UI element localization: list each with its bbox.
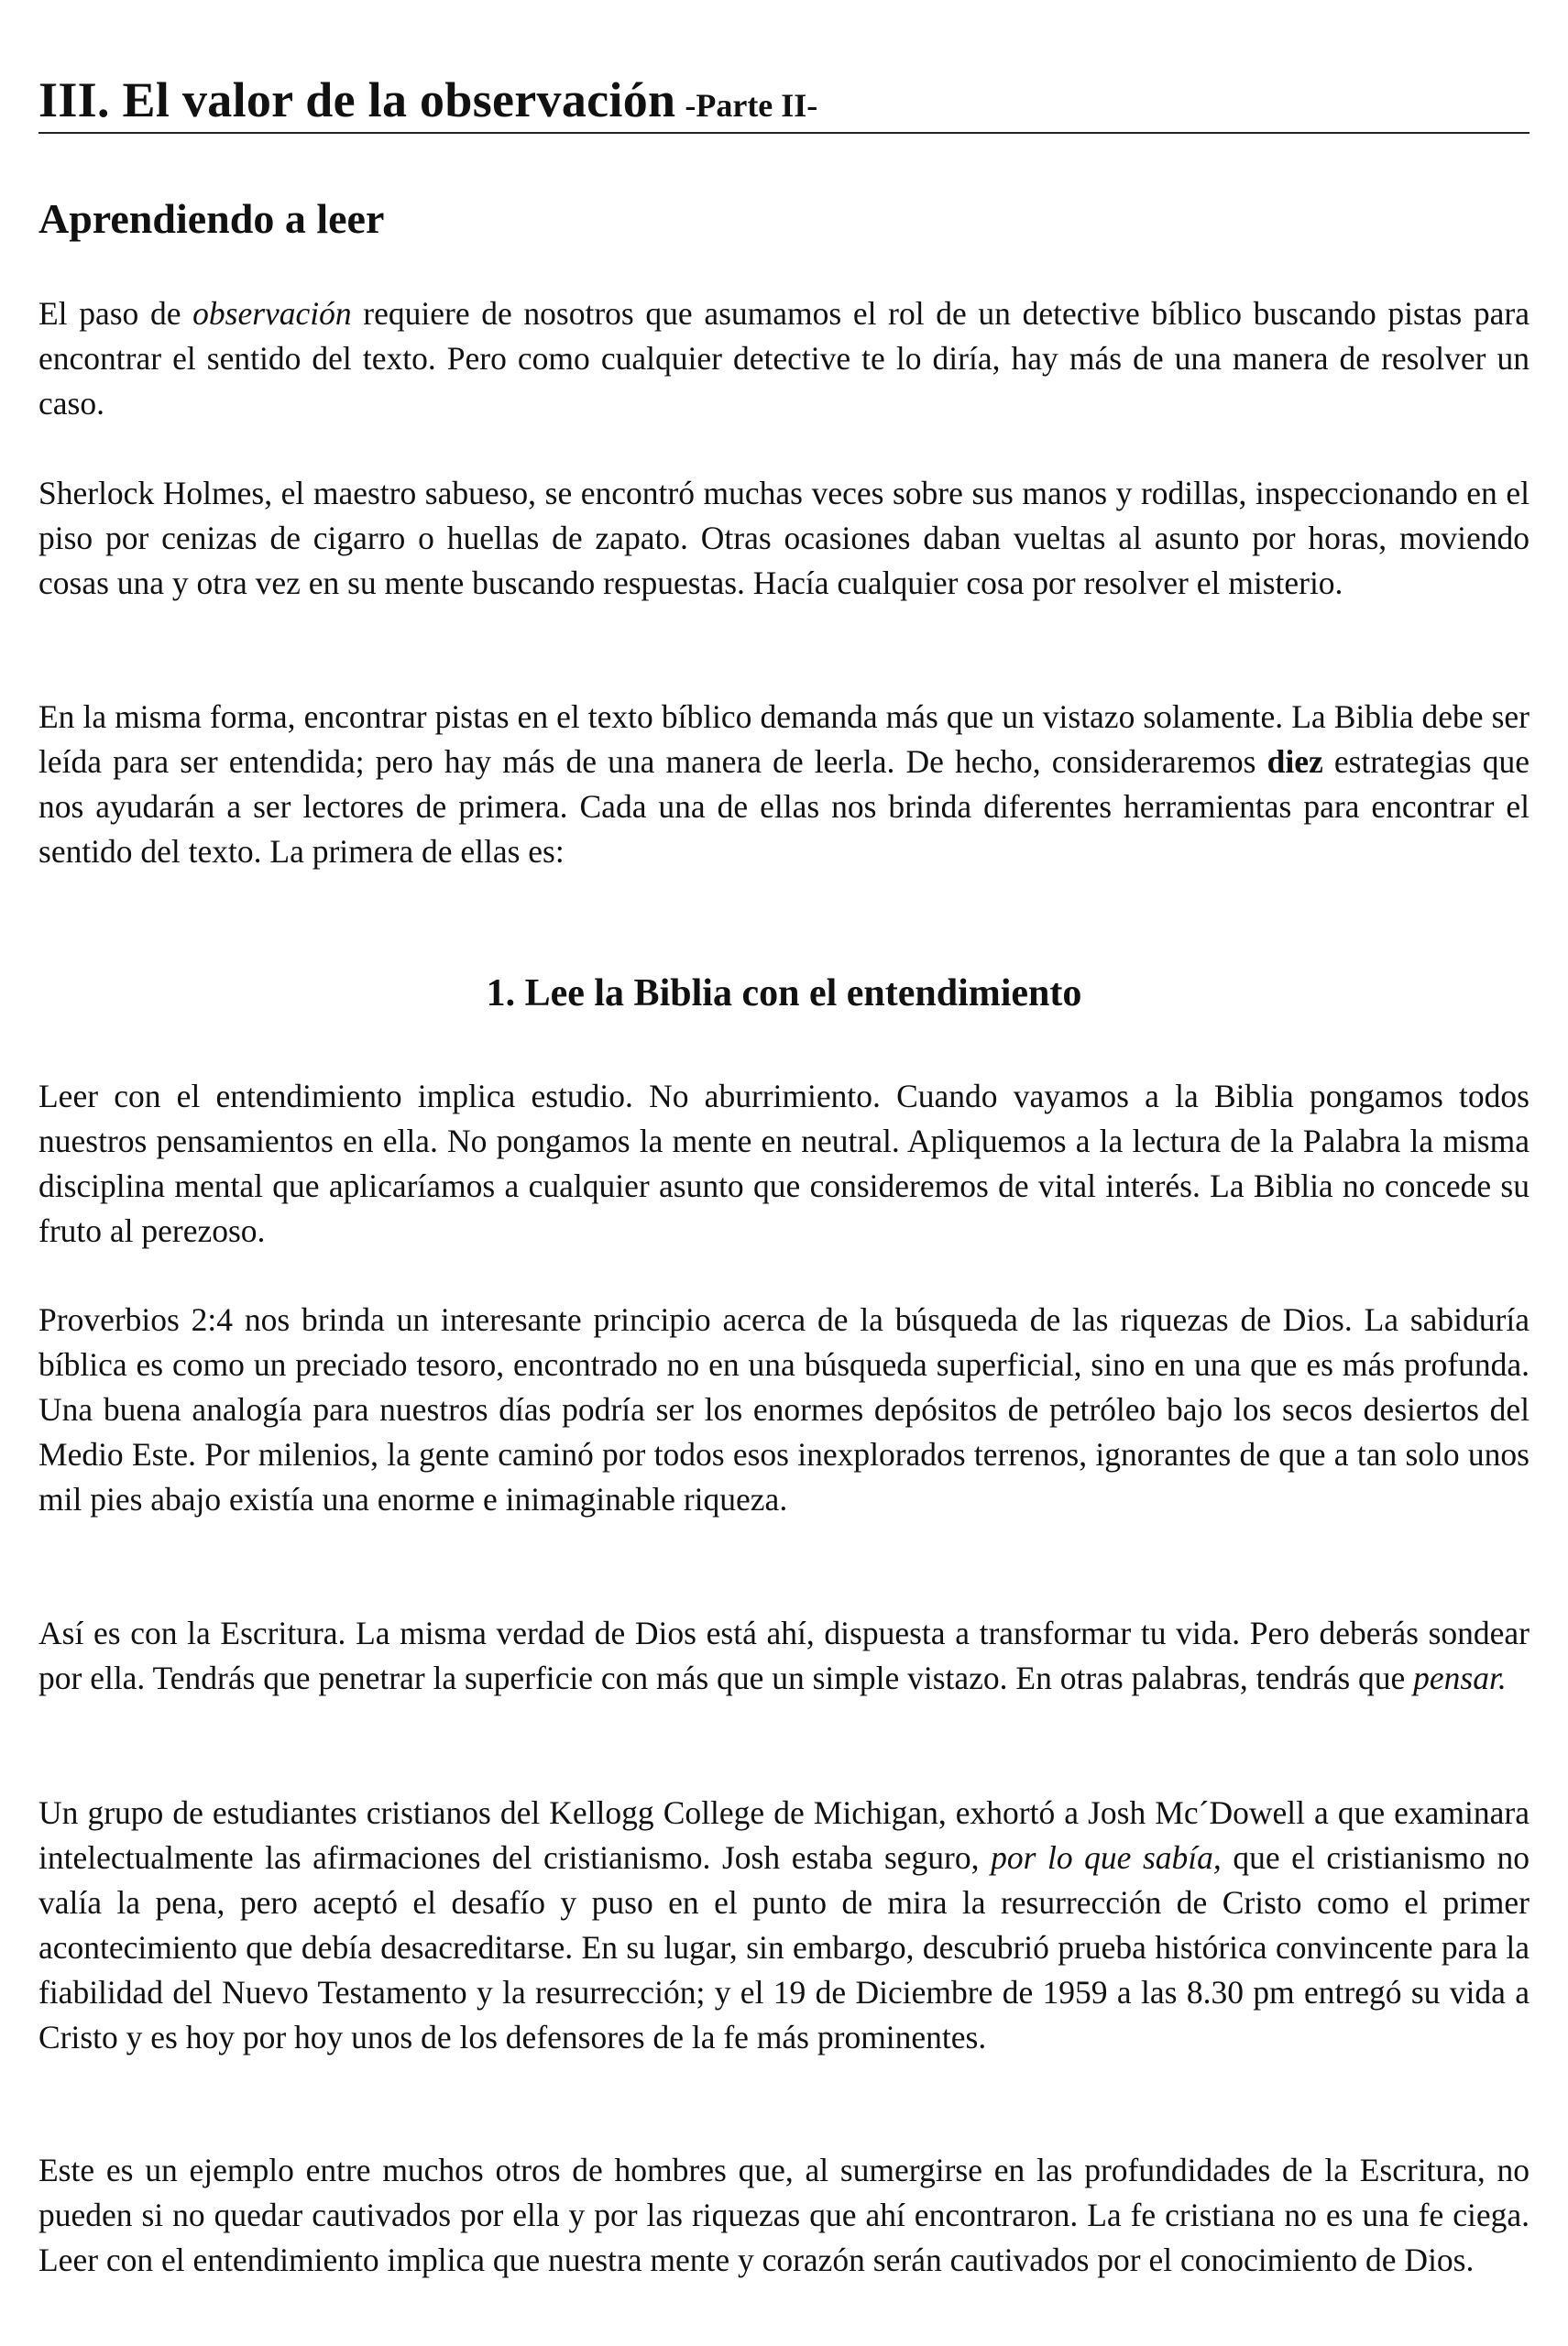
body-paragraph-3 xyxy=(38,1611,1530,1701)
chapter-header xyxy=(38,71,1530,134)
intro-paragraph-3 xyxy=(38,695,1530,874)
emphasis-text: pensar. xyxy=(1413,1660,1507,1696)
body-paragraph-2 xyxy=(38,1298,1530,1522)
intro-paragraph-1 xyxy=(38,291,1530,426)
text-span: que el cristianismo no valía la pena, pero aceptó el desafío y puso en el punto de mira la resurrección de Cristo como el primer acontecimiento que debía desacreditarse. En su lugar, sin embargo, descubrió prueba histórica convincente para la fiabilidad del Nuevo Testamento y la resurrección; y el 19 de Diciembre de 1959 a las 8.30 pm entregó su vida a Cristo y es hoy por hoy unos de los defensores de la fe más prominentes. xyxy=(38,1839,1530,2055)
text-span: estrategias que nos ayudarán a ser lectores de primera. Cada una de ellas nos brinda diferentes herramientas para encontrar el sentido del texto. La primera de ellas es: xyxy=(38,743,1530,870)
paragraph-text: Leer con el entendimiento implica estudio. No aburrimiento. Cuando vayamos a la Biblia pongamos todos nuestros pensamientos en ella. No pongamos la mente en neutral. Apliquemos a la lectura de la Palabra la misma disciplina mental que aplicaríamos a cualquier asunto que consideremos de vital interés. La Biblia no concede su fruto al perezoso. xyxy=(38,1078,1530,1249)
emphasis-text: por lo que sabía, xyxy=(991,1839,1222,1876)
section-heading: Aprendiendo a leer xyxy=(38,195,385,242)
chapter-title: III. El valor de la observación xyxy=(38,72,676,127)
intro-paragraph-2 xyxy=(38,471,1530,606)
text-span: Así es con la Escritura. La misma verdad de Dios está ahí, dispuesta a transformar tu vida. Pero deberás sondear por ella. Tendrás que penetrar la superficie con más que un simple vistazo. En otras palabras, tendrás que xyxy=(38,1615,1530,1696)
emphasis-text: observación xyxy=(192,295,352,332)
text-span: En la misma forma, encontrar pistas en el texto bíblico demanda más que un vistazo solamente. La Biblia debe ser leída para ser entendida; pero hay más de una manera de leerla. De hecho, consideraremos xyxy=(38,698,1530,780)
body-paragraph-4 xyxy=(38,1791,1530,2060)
paragraph-text: Proverbios 2:4 nos brinda un interesante principio acerca de la búsqueda de las riquezas de Dios. La sabiduría bíblica es como un preciado tesoro, encontrado no en una búsqueda superficial, sino en una que es más profunda. Una buena analogía para nuestros días podría ser los enormes depósitos de petróleo bajo los secos desiertos del Medio Este. Por milenios, la gente caminó por todos esos inexplorados terrenos, ignorantes de que a tan solo unos mil pies abajo existía una enorme e inimaginable riqueza. xyxy=(38,1301,1530,1518)
chapter-part-label: -Parte II- xyxy=(685,87,818,124)
strategy-heading: 1. Lee la Biblia con el entendimiento xyxy=(486,972,1082,1014)
paragraph-text: Este es un ejemplo entre muchos otros de hombres que, al sumergirse en las profundidades de la Escritura, no pueden si no quedar cautivados por ella y por las riquezas que ahí encontraron. La fe cristiana no es una fe ciega. Leer con el entendimiento implica que nuestra mente y corazón serán cautivados por el conocimiento de Dios. xyxy=(38,2152,1530,2278)
text-span: requiere de nosotros que asumamos el rol de un detective bíblico buscando pistas para encontrar el sentido del texto. Pero como cualquier detective te lo diría, hay más de una manera de resolver un caso. xyxy=(38,295,1530,422)
paragraph-text: Sherlock Holmes, el maestro sabueso, se encontró muchas veces sobre sus manos y rodillas, inspeccionando en el piso por cenizas de cigarro o huellas de zapato. Otras ocasiones daban vueltas al asunto por horas, moviendo cosas una y otra vez en su mente buscando respuestas. Hacía cualquier cosa por resolver el misterio. xyxy=(38,475,1530,601)
text-span: Un grupo de estudiantes cristianos del Kellogg College de Michigan, exhortó a Josh Mc´Dowell a que examinara intelectualmente las afirmaciones del cristianismo. Josh estaba seguro, xyxy=(38,1794,1530,1876)
text-span: El paso de xyxy=(38,295,193,332)
body-paragraph-5 xyxy=(38,2148,1530,2283)
bold-text: diez xyxy=(1266,743,1323,780)
body-paragraph-1 xyxy=(38,1074,1530,1254)
